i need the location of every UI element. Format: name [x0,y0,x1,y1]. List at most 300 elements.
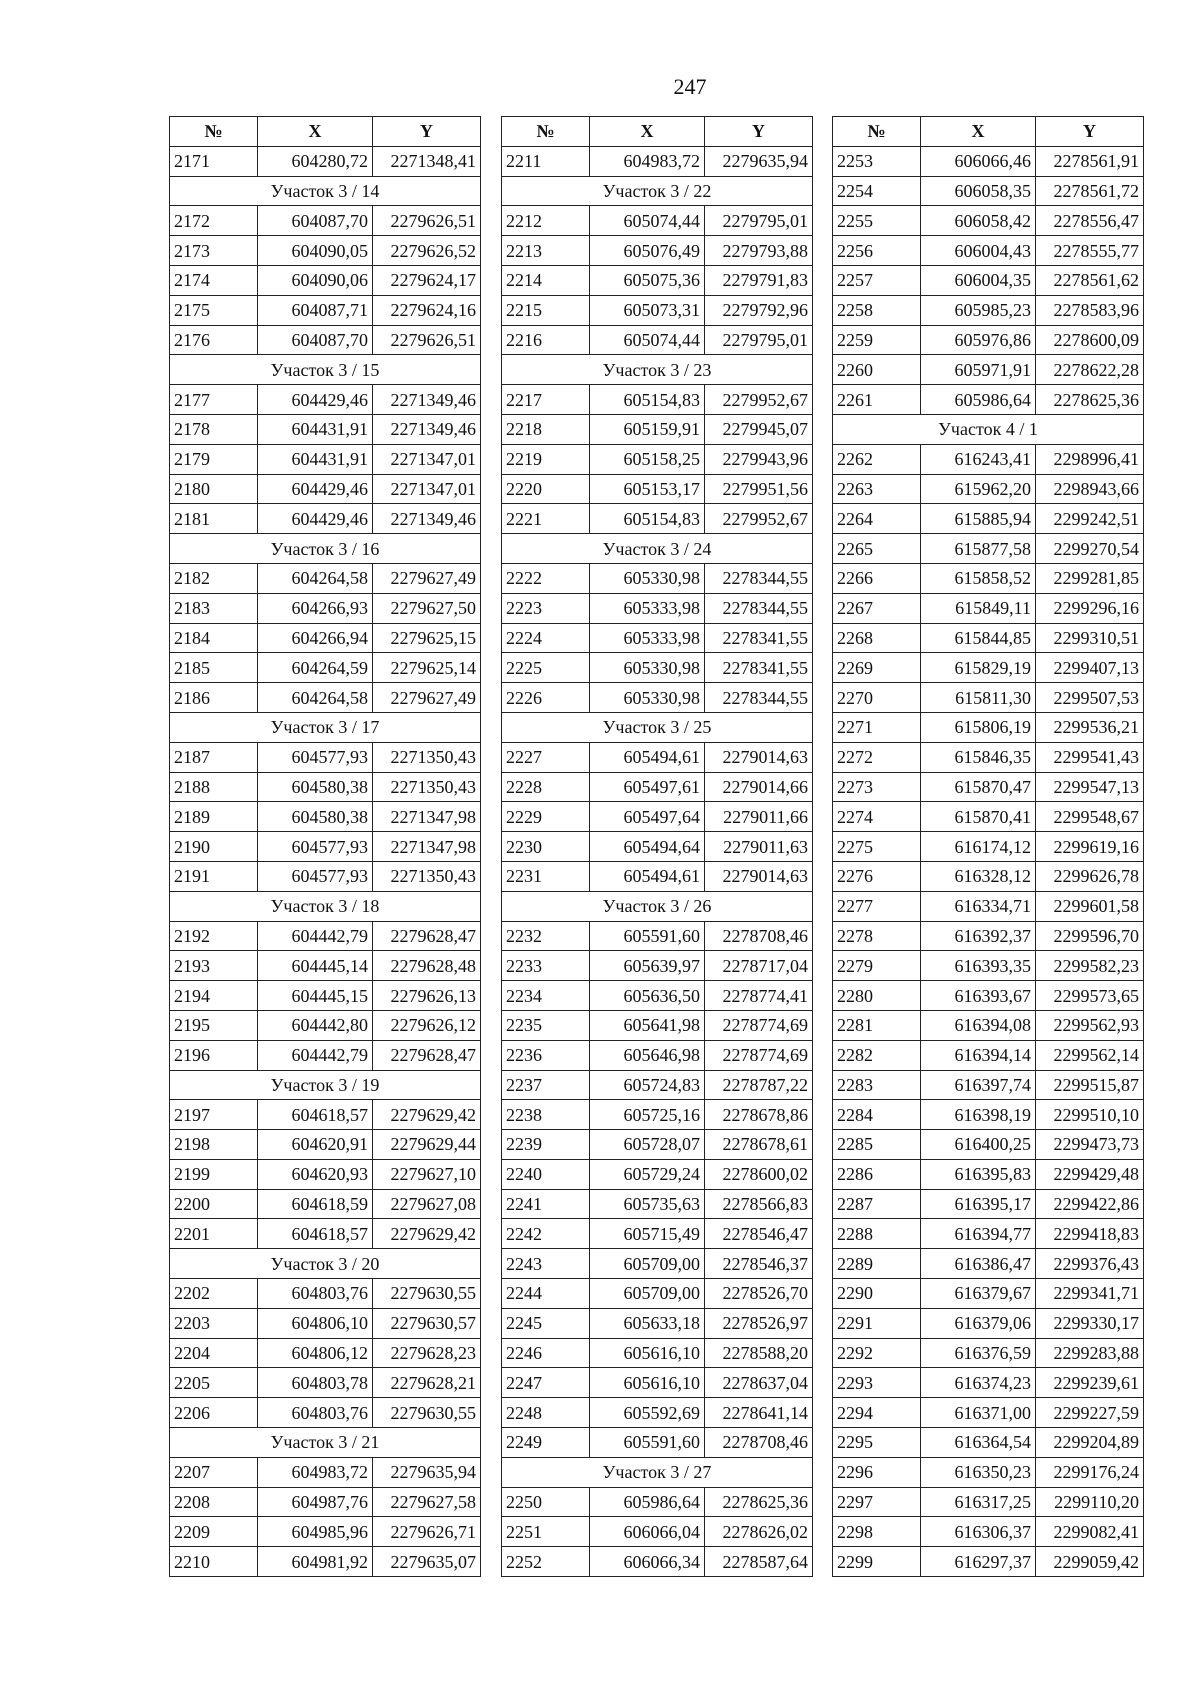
coord-y: 2278717,04 [705,951,813,981]
coord-y: 2279626,13 [373,981,481,1011]
section-header-row [170,355,481,385]
table-row [502,951,813,981]
coord-x: 605591,60 [590,1428,705,1458]
coord-x: 604577,93 [258,861,373,891]
coord-x: 605075,36 [590,265,705,295]
point-number: 2208 [170,1487,258,1517]
coord-x: 604264,58 [258,563,373,593]
table-row [833,355,1144,385]
point-number: 2246 [502,1338,590,1368]
table-row [170,563,481,593]
coord-x: 604266,93 [258,593,373,623]
coord-y: 2271350,43 [373,742,481,772]
point-number: 2249 [502,1428,590,1458]
coord-y: 2299310,51 [1036,623,1144,653]
coord-y: 2279795,01 [705,325,813,355]
coord-y: 2271347,98 [373,832,481,862]
coord-y: 2279792,96 [705,295,813,325]
coord-x: 616386,47 [921,1249,1036,1279]
coord-x: 604806,12 [258,1338,373,1368]
point-number: 2247 [502,1368,590,1398]
point-number: 2230 [502,832,590,862]
header-x: X [590,117,705,147]
coord-x: 616394,14 [921,1040,1036,1070]
coord-y: 2279943,96 [705,444,813,474]
point-number: 2214 [502,265,590,295]
coord-y: 2279628,47 [373,921,481,951]
table-row [170,504,481,534]
point-number: 2243 [502,1249,590,1279]
coord-y: 2278344,55 [705,593,813,623]
coord-x: 605976,86 [921,325,1036,355]
point-number: 2242 [502,1219,590,1249]
table-row [502,1249,813,1279]
table-row [502,1487,813,1517]
point-number: 2224 [502,623,590,653]
point-number: 2186 [170,683,258,713]
coord-y: 2279952,67 [705,385,813,415]
header-row [833,117,1144,147]
coord-y: 2279629,44 [373,1130,481,1160]
coord-x: 604620,91 [258,1130,373,1160]
coord-y: 2279945,07 [705,414,813,444]
table-row [170,623,481,653]
point-number: 2288 [833,1219,921,1249]
table-row [502,414,813,444]
section-title: Участок 3 / 27 [502,1457,813,1487]
coord-x: 605729,24 [590,1159,705,1189]
coord-x: 605986,64 [590,1487,705,1517]
point-number: 2229 [502,802,590,832]
coord-y: 2299515,87 [1036,1070,1144,1100]
point-number: 2259 [833,325,921,355]
table-row [502,1070,813,1100]
table-row [502,1308,813,1338]
coord-y: 2279630,55 [373,1279,481,1309]
coord-y: 2279629,42 [373,1219,481,1249]
coord-x: 605494,61 [590,742,705,772]
table-row [170,802,481,832]
coord-y: 2279014,66 [705,772,813,802]
coord-y: 2279627,49 [373,563,481,593]
point-number: 2202 [170,1279,258,1309]
coord-x: 606066,04 [590,1517,705,1547]
table-row [502,385,813,415]
point-number: 2276 [833,861,921,891]
point-number: 2213 [502,236,590,266]
table-row [833,1010,1144,1040]
coord-x: 605616,10 [590,1368,705,1398]
coord-x: 616306,37 [921,1517,1036,1547]
point-number: 2256 [833,236,921,266]
coord-y: 2278588,20 [705,1338,813,1368]
coord-y: 2279626,71 [373,1517,481,1547]
point-number: 2204 [170,1338,258,1368]
coord-y: 2279630,57 [373,1308,481,1338]
coord-x: 615811,30 [921,683,1036,713]
point-number: 2273 [833,772,921,802]
coord-y: 2271348,41 [373,146,481,176]
coord-x: 604429,46 [258,504,373,534]
coord-y: 2279626,12 [373,1010,481,1040]
coord-y: 2278546,37 [705,1249,813,1279]
section-header-row [502,176,813,206]
section-header-row [170,891,481,921]
point-number: 2216 [502,325,590,355]
table-row [170,474,481,504]
coord-x: 605330,98 [590,563,705,593]
table-row [833,1100,1144,1130]
point-number: 2227 [502,742,590,772]
point-number: 2283 [833,1070,921,1100]
table-row [833,1338,1144,1368]
coord-x: 605330,98 [590,653,705,683]
coord-y: 2278341,55 [705,653,813,683]
coord-y: 2299110,20 [1036,1487,1144,1517]
point-number: 2279 [833,951,921,981]
coord-x: 616395,83 [921,1159,1036,1189]
point-number: 2219 [502,444,590,474]
coord-x: 616400,25 [921,1130,1036,1160]
point-number: 2235 [502,1010,590,1040]
coord-x: 605725,16 [590,1100,705,1130]
point-number: 2223 [502,593,590,623]
point-number: 2287 [833,1189,921,1219]
coord-x: 615870,47 [921,772,1036,802]
coord-y: 2279624,17 [373,265,481,295]
coord-y: 2299418,83 [1036,1219,1144,1249]
coord-y: 2299510,10 [1036,1100,1144,1130]
point-number: 2177 [170,385,258,415]
coord-x: 604985,96 [258,1517,373,1547]
table-row [833,444,1144,474]
coord-x: 604803,78 [258,1368,373,1398]
header-y: Y [1036,117,1144,147]
coord-y: 2299283,88 [1036,1338,1144,1368]
coord-x: 604266,94 [258,623,373,653]
coord-x: 605715,49 [590,1219,705,1249]
coord-y: 2298996,41 [1036,444,1144,474]
coord-x: 604429,46 [258,385,373,415]
coord-x: 616392,37 [921,921,1036,951]
table-row [502,832,813,862]
point-number: 2255 [833,206,921,236]
coord-y: 2278637,04 [705,1368,813,1398]
coord-y: 2279635,94 [373,1457,481,1487]
coord-x: 615844,85 [921,623,1036,653]
point-number: 2218 [502,414,590,444]
point-number: 2294 [833,1398,921,1428]
point-number: 2265 [833,534,921,564]
coord-y: 2299422,86 [1036,1189,1144,1219]
point-number: 2171 [170,146,258,176]
coord-x: 616328,12 [921,861,1036,891]
table-row [833,981,1144,1011]
table-row [833,206,1144,236]
table-row [170,1010,481,1040]
coordinates-table-right [832,116,1144,1577]
coord-x: 605591,60 [590,921,705,951]
coord-x: 605724,83 [590,1070,705,1100]
coord-y: 2279011,63 [705,832,813,862]
table-row [833,1219,1144,1249]
coord-y: 2279791,83 [705,265,813,295]
table-row [833,534,1144,564]
header-number: № [502,117,590,147]
table-row [170,593,481,623]
coord-y: 2299082,41 [1036,1517,1144,1547]
point-number: 2231 [502,861,590,891]
table-row [833,1547,1144,1577]
coord-y: 2299330,17 [1036,1308,1144,1338]
coord-x: 616395,17 [921,1189,1036,1219]
table-row [833,1159,1144,1189]
coord-y: 2299562,93 [1036,1010,1144,1040]
point-number: 2253 [833,146,921,176]
coord-y: 2298943,66 [1036,474,1144,504]
point-number: 2198 [170,1130,258,1160]
point-number: 2299 [833,1547,921,1577]
section-title: Участок 3 / 14 [170,176,481,206]
coord-x: 604618,57 [258,1100,373,1130]
point-number: 2282 [833,1040,921,1070]
table-row [170,1457,481,1487]
coord-x: 606066,46 [921,146,1036,176]
point-number: 2233 [502,951,590,981]
point-number: 2291 [833,1308,921,1338]
coord-x: 616334,71 [921,891,1036,921]
coord-x: 604090,05 [258,236,373,266]
point-number: 2274 [833,802,921,832]
coord-x: 605494,61 [590,861,705,891]
table-row [833,683,1144,713]
coord-x: 606058,35 [921,176,1036,206]
point-number: 2180 [170,474,258,504]
coord-y: 2278600,02 [705,1159,813,1189]
point-number: 2220 [502,474,590,504]
coord-x: 616397,74 [921,1070,1036,1100]
coord-y: 2278641,14 [705,1398,813,1428]
point-number: 2195 [170,1010,258,1040]
coord-x: 616317,25 [921,1487,1036,1517]
coord-y: 2278526,70 [705,1279,813,1309]
section-title: Участок 3 / 22 [502,176,813,206]
table-row [170,1189,481,1219]
section-title: Участок 3 / 26 [502,891,813,921]
coord-y: 2279011,66 [705,802,813,832]
coord-x: 615849,11 [921,593,1036,623]
coord-x: 615806,19 [921,712,1036,742]
point-number: 2238 [502,1100,590,1130]
table-row [833,325,1144,355]
table-row [502,265,813,295]
table-row [833,1040,1144,1070]
coord-y: 2278625,36 [705,1487,813,1517]
coord-y: 2279627,08 [373,1189,481,1219]
coord-x: 604580,38 [258,802,373,832]
coord-y: 2299407,13 [1036,653,1144,683]
table-row [833,832,1144,862]
point-number: 2173 [170,236,258,266]
point-number: 2184 [170,623,258,653]
table-row [502,593,813,623]
table-row [502,1517,813,1547]
table-row [170,861,481,891]
coord-y: 2299296,16 [1036,593,1144,623]
coord-x: 615885,94 [921,504,1036,534]
point-number: 2269 [833,653,921,683]
section-header-row [502,712,813,742]
coord-x: 605636,50 [590,981,705,1011]
coord-x: 604087,70 [258,206,373,236]
coord-y: 2271347,98 [373,802,481,832]
coord-x: 604087,70 [258,325,373,355]
point-number: 2188 [170,772,258,802]
header-number: № [170,117,258,147]
coord-y: 2299059,42 [1036,1547,1144,1577]
table-row [502,772,813,802]
coord-x: 606004,43 [921,236,1036,266]
coord-x: 606058,42 [921,206,1036,236]
point-number: 2280 [833,981,921,1011]
section-header-row [502,891,813,921]
coord-y: 2299541,43 [1036,742,1144,772]
section-header-row [170,176,481,206]
section-title: Участок 3 / 21 [170,1428,481,1458]
coord-x: 605073,31 [590,295,705,325]
coord-y: 2278625,36 [1036,385,1144,415]
point-number: 2286 [833,1159,921,1189]
point-number: 2221 [502,504,590,534]
table-row [833,593,1144,623]
coord-x: 616297,37 [921,1547,1036,1577]
coord-y: 2299376,43 [1036,1249,1144,1279]
coord-x: 605971,91 [921,355,1036,385]
coord-x: 604803,76 [258,1398,373,1428]
table-row [833,951,1144,981]
coord-x: 604981,92 [258,1547,373,1577]
point-number: 2207 [170,1457,258,1487]
point-number: 2257 [833,265,921,295]
section-header-row [502,1457,813,1487]
point-number: 2211 [502,146,590,176]
point-number: 2250 [502,1487,590,1517]
coord-x: 615870,41 [921,802,1036,832]
section-title: Участок 3 / 17 [170,712,481,742]
coord-x: 604264,59 [258,653,373,683]
coord-x: 605158,25 [590,444,705,474]
coord-x: 604618,59 [258,1189,373,1219]
table-row [170,921,481,951]
point-number: 2203 [170,1308,258,1338]
table-row [833,712,1144,742]
table-row [502,474,813,504]
coord-y: 2279625,15 [373,623,481,653]
coord-y: 2299341,71 [1036,1279,1144,1309]
point-number: 2225 [502,653,590,683]
table-row [170,772,481,802]
table-row [502,1547,813,1577]
point-number: 2297 [833,1487,921,1517]
coord-y: 2271349,46 [373,414,481,444]
point-number: 2178 [170,414,258,444]
table-row [502,623,813,653]
point-number: 2197 [170,1100,258,1130]
coord-x: 616379,06 [921,1308,1036,1338]
point-number: 2261 [833,385,921,415]
table-row [170,1219,481,1249]
coord-x: 615858,52 [921,563,1036,593]
point-number: 2199 [170,1159,258,1189]
coord-x: 605641,98 [590,1010,705,1040]
coord-y: 2279628,48 [373,951,481,981]
table-row [833,891,1144,921]
table-row [502,861,813,891]
coord-x: 604429,46 [258,474,373,504]
table-row [502,146,813,176]
point-number: 2179 [170,444,258,474]
coord-y: 2299601,58 [1036,891,1144,921]
section-title: Участок 3 / 16 [170,534,481,564]
point-number: 2174 [170,265,258,295]
coord-y: 2279635,07 [373,1547,481,1577]
point-number: 2183 [170,593,258,623]
point-number: 2289 [833,1249,921,1279]
point-number: 2226 [502,683,590,713]
table-row [833,295,1144,325]
coord-x: 604445,14 [258,951,373,981]
coord-y: 2278556,47 [1036,206,1144,236]
point-number: 2266 [833,563,921,593]
coord-y: 2299204,89 [1036,1428,1144,1458]
section-title: Участок 3 / 20 [170,1249,481,1279]
table-row [170,1279,481,1309]
table-row [170,742,481,772]
coord-y: 2278583,96 [1036,295,1144,325]
coord-y: 2279628,23 [373,1338,481,1368]
coord-x: 605728,07 [590,1130,705,1160]
table-row [502,444,813,474]
header-row [502,117,813,147]
coord-x: 606004,35 [921,265,1036,295]
header-row [170,117,481,147]
table-row [502,1428,813,1458]
section-title: Участок 3 / 15 [170,355,481,385]
coord-y: 2278546,47 [705,1219,813,1249]
coord-x: 605735,63 [590,1189,705,1219]
point-number: 2267 [833,593,921,623]
section-header-row [170,1428,481,1458]
coord-y: 2299547,13 [1036,772,1144,802]
coord-y: 2279625,14 [373,653,481,683]
table-row [833,265,1144,295]
coord-x: 604442,80 [258,1010,373,1040]
coord-y: 2278600,09 [1036,325,1144,355]
coord-x: 605154,83 [590,385,705,415]
table-row [170,1398,481,1428]
header-number: № [833,117,921,147]
table-row [833,236,1144,266]
coord-x: 604442,79 [258,921,373,951]
point-number: 2193 [170,951,258,981]
coord-y: 2278587,64 [705,1547,813,1577]
table-row [833,742,1144,772]
table-row [502,1159,813,1189]
point-number: 2187 [170,742,258,772]
coord-x: 615846,35 [921,742,1036,772]
coord-x: 605985,23 [921,295,1036,325]
coord-y: 2271349,46 [373,385,481,415]
